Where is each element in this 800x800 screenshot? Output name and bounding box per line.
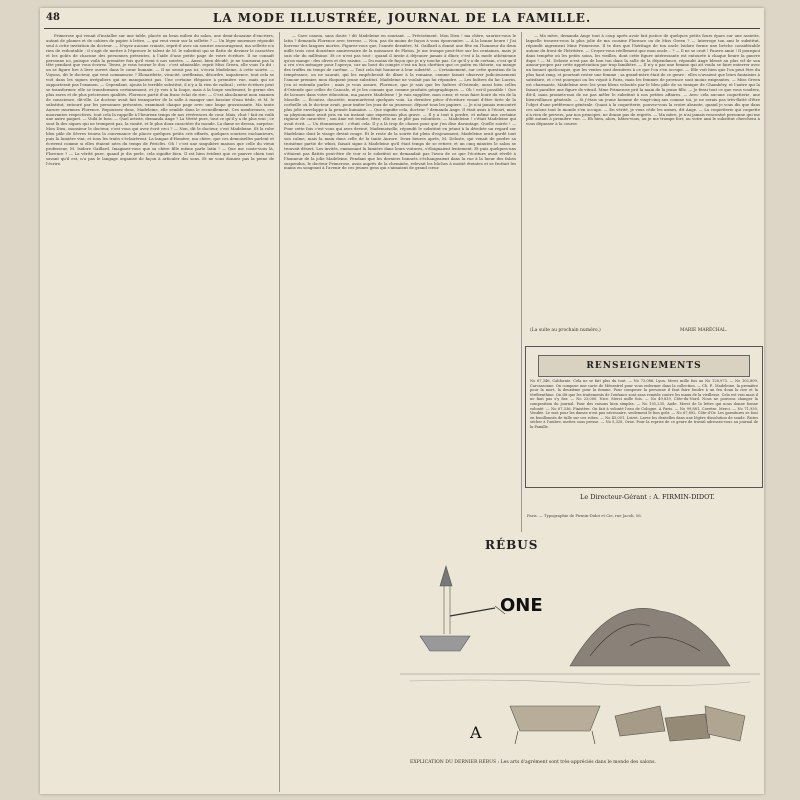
board-3-icon — [705, 706, 745, 741]
column-left — [46, 34, 274, 792]
column-right — [526, 34, 760, 322]
ground-lines-icon — [410, 680, 750, 686]
page-header — [40, 8, 764, 30]
tower-base-icon — [420, 636, 470, 651]
column-middle — [284, 34, 516, 524]
trough-legs-icon — [515, 731, 595, 744]
to-be-continued: (La suite au prochain numéro.) — [530, 328, 601, 333]
column-right-text: — Ma mère, demanda Ange tout à coup après avoir fait justice de quelques petits fours épars sur une assiette, laquelle trouvez-vous la plus jolie de ma cousine Florence ou de Miss Green ? — Interroge ton ami le substitut, répondit aigrement Mme Primerose. Il te dira que l'héritage de ton oncle Isidore ferme une brèche considérable autour du front de l'héritière. — Croyez-vous réellement que mon oncle... ? — Il ne se croit ! Pauvre amie ! Il pourquoi dans tempête où les petits soins, les vieilles, dont cette figure intéressante est entourée à chaque heure la pauvre dupe ! — M. Deloste n'est pas de bon ton dans la salle de la dépendance, répondit Ange blessé au plus vif de son amour-propre par cette appréciation par trop familière. — Il n'y a pas une femme qui ait voulu se faire enterrer avec un bonnet quelconque, que les ventes sont dernières à ce que l'on s'en occupe. — Elle voit bien que l'on peut être du plus haut rang, et pourtant rester une femme ; sa grand-mère était de ce genre : elles n'avaient que leurs fantaisies à satisfaire, et c'est pourquoi on les voyait à Paris, mais les femmes de province sont moins exigeantes. — Miss Green est charmante, Madeleine avec les yeux bleus veloutés par le bleu pâle de sa tunique de Chambéry, et l'autre qui la faisait paraître une figure de vitrail. Mme Primerose prit la main de la jeune fille. — Je ferai tout ce que vous voudrez, dit-il, mais promets-moi de ne pas mêler le substitut à nos petites affaires. — Avec cela aucune coquetterie, une bienveillance générale. — Si j'étais un jeune homme de vingt-cinq ans comme toi, je ne serais pas très-flatté d'être l'objet d'une préférence générale. Quant à la coquetterie, pouvez-vous la croire absente, quand je vous dis que dans ces salons tout le monde s'en occupe. — En vérité, je vous cède les armes, dit Ange. — La coquetterie qui coquette n'a rien de pervers, par nos principes, ne donne pas de regrets. — Ma mère, je n'ai jamais rencontré personne qui me plût autant à première vue. — Eh bien, alors, hâtez-vous, ou je me trompe fort, ou votre ami le substitut cherchera à vous dépasser à la course. — [526, 34, 760, 127]
renseignements-text: No 67,346, Californie. Cela ne se fait plus du tout. — No 73,086, Lyon. Merci mille fois au No 128,973. — No 105,809, Carcassonne. On compose une carte de Ménestrel pour vous enfermer dans la collection. — Ch. P., Madeleine, la première pour la mort, la deuxième pour la femme. Pour composer la personne il faut faire fondre à un feu doux la cire et la térébenthine. On dit que les traitements de l'enfance sont sans remède contre les maux de la vieillesse. Cela est vrai mais il ne faut pas s'y fier. — No 23,000, Nice. Merci mille fois. — No 49,839, Côte-du-Nord. Nous ne pouvons changer la composition du journal. Pour des raisons bien simples. — No 101,235, Aude. Merci de la lettre qui nous donne bonne volonté. — No 67,336, Finistère. On fait à volonté l'eau de Cologne. A Paris. — No 99,881, Corrèze. Merci. — No 71,930, Vendée. Le mot pour les dames n'est pas nécessaire, seulement le bon goût. — No 67,892, Côte-d'Or. Les garnitures se font en bouillonnés de tulle sur ces robes. — No 45,001, Loiret. Lavez les dentelles dans une légère dissolution de soude. Faites sécher à l'ombre, mettez sous presse. — No 5,328, Orne. Pour la reprise de ce genre de travail adressez-vous au journal de la Famille. — [530, 379, 758, 429]
rebus-sketch — [400, 566, 760, 744]
rebus-word: ONE — [500, 595, 543, 616]
header-rule — [44, 28, 760, 29]
author-signature: MARIE MARÉCHAL. — [680, 328, 728, 333]
tower-top-icon — [440, 566, 452, 586]
trough-icon — [510, 706, 600, 731]
rebus-explanation: EXPLICATION DU DERNIER RÉBUS : Les arts d'agrément sont très-appréciés dans le monde des salons. — [410, 760, 656, 765]
flag-pole-icon — [450, 608, 495, 616]
column-divider-2 — [521, 32, 522, 532]
rebus-letter: A — [470, 723, 482, 742]
column-divider-1 — [279, 32, 280, 792]
tower-post-icon — [444, 586, 450, 634]
newspaper-page — [40, 8, 764, 794]
director-gerant: Le Directeur-Gérant : A. FIRMIN-DIDOT. — [580, 493, 715, 501]
printer-line: Paris. — Typographie de Firmin-Didot et Cie, rue Jacob, 56. — [527, 513, 642, 518]
journal-title: LA MODE ILLUSTRÉE, JOURNAL DE LA FAMILLE. — [212, 11, 592, 25]
rock-mountain-icon — [570, 608, 730, 666]
renseignements-title: RENSEIGNEMENTS — [538, 355, 750, 377]
board-2-icon — [665, 714, 710, 741]
renseignements-box — [525, 346, 763, 488]
page-number: 48 — [46, 12, 60, 23]
board-1-icon — [615, 706, 665, 736]
rebus-title: RÉBUS — [485, 538, 539, 552]
column-left-text: Primerose qui venait d'installer sur une table, placée au beau milieu du salon, une demi-douzaine d'encriers, autant de plumes et de cahiers de papier à lettre, — qui veut venir sur la sellette ? — Un léger murmure répondit seul à cette invitation du docteur. — N'ayez aucune crainte, reprit-il avec un sourire encourageant, ma sellette n'a rien de redoutable ; il s'agit de mettre à l'épreuve le talent de M. le substitut qui se flatte de deviner le caractère et les goûts de chacune des personnes présentes, à l'aide d'une petite page de votre écriture. Il ne connaît personne ici, puisque voilà la première fois qu'il vient à nos soirées. — Aussi, bien décidé, je ne tournerai pas la tête pendant que vous écrirez. Tenez, je vous tourne le dos : c'est admirable, reprit Miss Green, elle vous l'a dit : on se figure lire à livre ouvert dans le cœur humain. — Il ne serait pas ici, s'écria Madeleine, à cette soirée. — Voyons, dit le docteur, qui veut commencer ? Élouardette, vivacité, irréflexion, désordre, impatience, tout cela se voit dans les signes irréguliers qui ne manquaient pas. Une certaine élégance à première vue, mais qui ne supporterait pas l'examen. — Cependant, ajouta le terrible substitut, il n'y a là rien de radical ; cette écriture peut se transformer, elle se transformera certainement, et j'y vois à la loupe, mais à la loupe seulement, le germe des plus rares et de plus précieuses qualités. Florence partit d'un franc éclat de rire. — C'est absolument mon examen de conscience, dit-elle. Le docteur avait fait transporter de la salle à manger une bassine d'eau tiède, et M. le substitut, entouré par les personnes présentes, examinait chaque page avec une loupe grossissante. Ma tante Aurore murmura Florence. Repoussez donc, Madeleine, elle semble dans le recueillement. Ces nombreuses, ces mouvantes respectives, tout cela la rappelle à l'heureux temps de nos révérences de cour. Mais, chut ! fait en voilà une autre paquet. — Voilà le bois. — Quel artiste, demanda Ange ? La Vérité pure, tout ce qu'il y a de plus vrai ; ce sont là des signes qui ne trompent pas, la vanité, et le plus doux caractère du monde. La dame se dressa, surprise. Mon Dieu, monsieur le docteur, c'est vous qui avez écrit ceci ? — Non, dit le docteur, c'est Madeleine. Et la robe bleu pâle de Sévres trouva la convenance de placer quelques petits cris effarés, quelques sourires enchanteurs, puis la lumière vint, et tous les traits s'éclairèrent. La langue d'Homère, ma chère, que ces demoiselles parlent et écrivent comme si elles étaient nées du temps de Périclès. Oh ! c'est une singulière maison que celle du vieux professeur, M. Isidore Gaillard. Imaginez-vous que sa chère fille même parle latin ! — Que me conte-vous là, Florence ? — La vérité pure, quand je dis perle, cela signifie bien. Il est bien évident que ce pauvre chien tout savant qu'il est, n'a pas le langage organisé de façon à articuler des sons. Et ne vous donnez pas la peine de l'écrire. — [46, 34, 274, 166]
rebus-illustration — [400, 556, 760, 756]
column-middle-text: — Cave canem, sans doute ! dit Madeleine en souriant. — Précisément. Mon Dieu ! ma chère, sauriez-vous le latin ? demanda Florence avec terreur. — Non, pas du moins de façon à vous épouvanter. — À la bonne heure ! J'ai horreur des langues mortes. Figurez-vous que, l'année dernière, M. Gaillard a donné une fête en l'honneur du deux mille trois cent douzième anniversaire de la naissance de Platon. Je me trompe peut-être sur les centaines, mais je suis sûr du millésime. Et ce n'est pas tout : quand il invite à déjeuner jamais à dîner, c'est à la mode athénienne qu'on mange : des olives et des raisins. — Du moins de façon que je n'y touche pas. Ce qu'il y a de certain, c'est qu'il a cru s'en ménager pour l'aperçu, car au bout du compte c'est un bon chrétien que ce païen en théorie, un mange des truffes en temps de carême. — Tout cela fait honneur à leur sobriété. — Certainement, sur cette question de la tempérance, on ne saurait, qui les empêcherait de dîner à la romaine, comme faisait observer judicieusement l'amour premier, mon éloquent jeune substitut. Madeleine ne voulait pas lui répondre. — Les huîtres du lac Lucrin, j'en ai entendu parler ; mais je vous assure, Florence, que je sais que les huîtres d'Ostende, aussi bien celles d'Ostende que celles de Cancale, et je les connais que comme produits géographiques. — Oh ! est-il possible ! Que de lacunes dans votre éducation, ma pauvre Madeleine ! Je vais suppléer, mon cœur, et vous faire boire du vin de la Moselle. — Écoutez, doucette, murmurèrent quelques voix. La dernière pièce d'écriture venait d'être tirée de la corbeille où le docteur avait, pour imiter les jeux de sa jeunesse, déposé tous les papiers. — Je n'ai jamais rencontré plus jolie enveloppe à la pensée humaine. — Que signifie cela, docteur ? demanda Ange. Il était assis à l'écart, mais sa physionomie avait pris en un instant une expression plus grave. — Il y a tout à perdre, et même une certaine rigueur de caractère ; son âme est tendre, fière, elle ne se plie pas volontiers. — Madeleine ! c'était Madeleine qui avait écrit. — Un étonnement : c'était cela. Il y a là trop de choses pour que j'en dise davantage. Quelle soirée ! — Pour cette fois c'est vous qui avez deviné, Mademoiselle, répondit le substitut en jetant à la dérobée un regard sur Madeleine dont le visage devint rouge. Et le reste de la soirée fut plein d'enjouement, Madeleine avait gardé tout son calme, mais la main dans celle de la tante Aurore. Deux heures après, M. Deloste, qui venait de perdre sa troisième partie de whist, faisait signe à Madeleine qu'il était temps de se retirer, et un cinq minutes le salon se trouvait désert. Les invités, emmenant la lumière dans leurs voitures, s'éloignaient lentement. Et puis quelques-uns s'étaient pas flattés peut-être de voir si le substitut ne demandait pas l'aveu de ce que l'écriture avait révélé à l'honneur de la jolie Madeleine. Pendant que les derniers bonnets s'échangeaient dans la rue à la lueur des falots suspendus, le docteur Primerose, assis auprès de la cheminée, relevait les bûches à moitié éteintes et se frottait les mains en songeant à l'avenir de ces jeunes gens qui s'aimaient de grand cœur. — [284, 34, 516, 171]
